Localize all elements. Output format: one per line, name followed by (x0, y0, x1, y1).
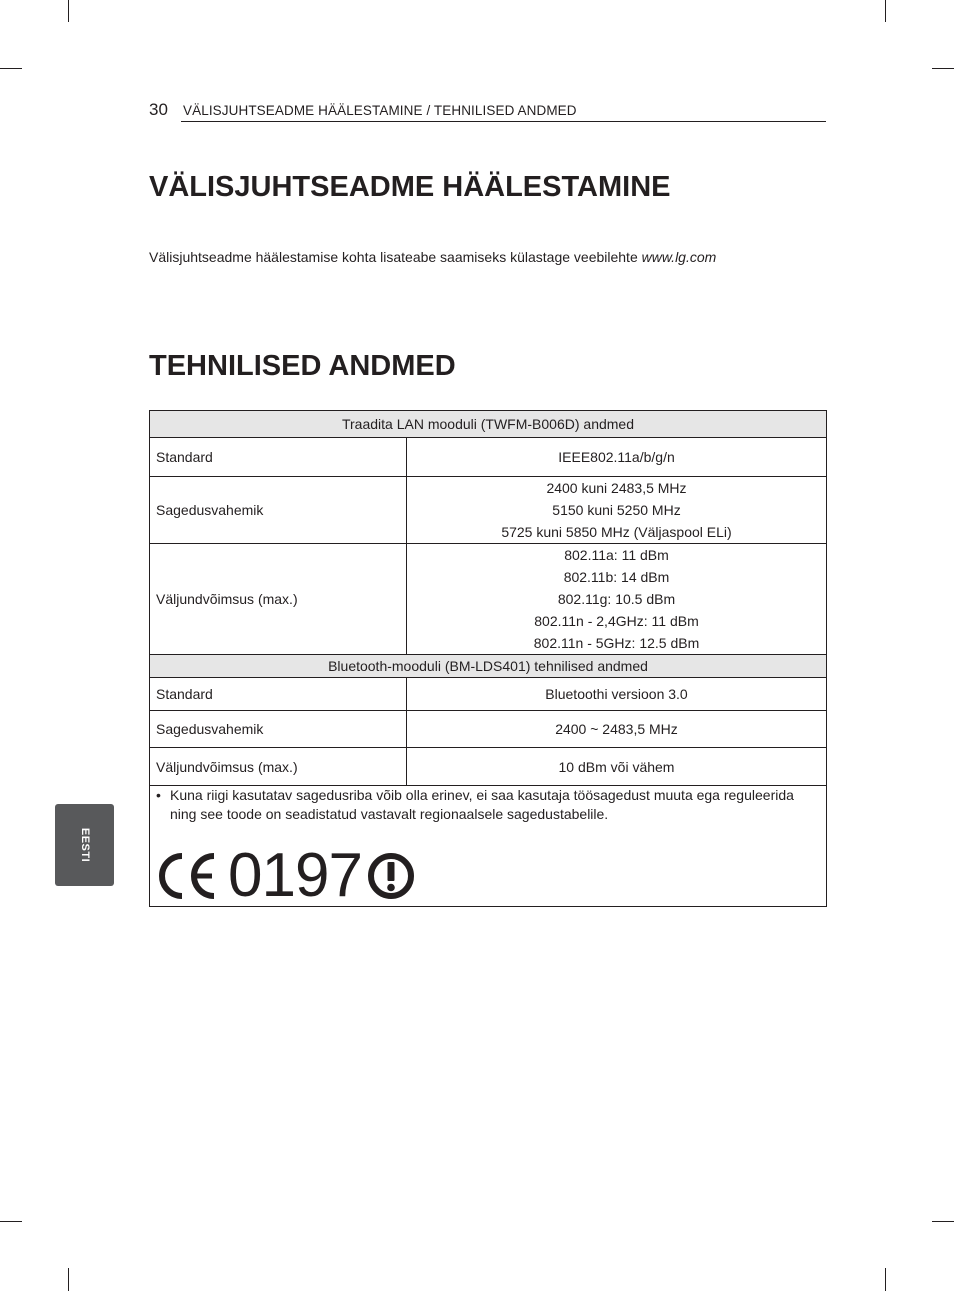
value-line: 802.11b: 14 dBm (563, 569, 670, 585)
header-rule (181, 121, 826, 122)
note-text: Kuna riigi kasutatav sagedusriba võib olla erinev, ei saa kasutaja töösagedust muuta ega reguleerida ning see toode on seadistatud vastavalt regionaalsele sagedustabelile. (170, 787, 794, 822)
page-number: 30 (149, 100, 168, 119)
crop-mark (0, 1221, 22, 1222)
table-row (150, 477, 827, 544)
crop-mark (885, 0, 886, 22)
crop-mark (885, 1268, 886, 1291)
language-side-tab (55, 804, 114, 886)
section-title-specs: TEHNILISED ANDMED (149, 350, 456, 382)
crop-mark (932, 1221, 954, 1222)
value-line: 2400 kuni 2483,5 MHz (546, 480, 687, 496)
certification-marks (156, 841, 820, 910)
note-bullet (156, 786, 820, 824)
row-label: Väljundvõimsus (max.) (150, 544, 407, 655)
value-line: 802.11g: 10.5 dBm (557, 591, 676, 607)
row-value (407, 438, 827, 477)
table-row (150, 711, 827, 748)
row-value (407, 678, 827, 711)
website-link[interactable]: www.lg.com (641, 249, 717, 265)
bullet-icon: • (156, 787, 161, 803)
row-label: Standard (150, 678, 407, 711)
crop-mark (0, 68, 22, 69)
alert-exclamation-icon (366, 851, 416, 901)
value-line: IEEE802.11a/b/g/n (558, 449, 675, 465)
table-row (150, 438, 827, 477)
row-value (407, 544, 827, 655)
crop-mark (68, 0, 69, 22)
bluetooth-module-header: Bluetooth-mooduli (BM-LDS401) tehnilised andmed (150, 655, 827, 678)
value-line: Bluetoothi versioon 3.0 (545, 686, 688, 702)
note-cell (150, 786, 827, 910)
language-tab-label: EESTI (78, 827, 91, 863)
row-label: Sagedusvahemik (150, 711, 407, 748)
intro-text: Välisjuhtseadme häälestamise kohta lisateabe saamiseks külastage veebilehte (149, 249, 642, 265)
table-section-header-row (150, 411, 827, 438)
table-row (150, 544, 827, 655)
row-label: Standard (150, 438, 407, 477)
section-title-setup: VÄLISJUHTSEADME HÄÄLESTAMINE (149, 171, 671, 203)
ce-mark-icon (156, 852, 218, 900)
value-line: 802.11a: 11 dBm (564, 547, 669, 563)
value-line: 802.11n - 5GHz: 12.5 dBm (533, 635, 700, 651)
crop-mark (68, 1268, 69, 1291)
row-value (407, 477, 827, 544)
specifications-table (149, 410, 827, 910)
value-line: 10 dBm või vähem (558, 758, 675, 775)
table-note-row (150, 786, 827, 907)
value-line: 5725 kuni 5850 MHz (Väljaspool ELi) (501, 524, 732, 540)
lan-module-header: Traadita LAN mooduli (TWFM-B006D) andmed (150, 411, 827, 438)
notified-body-number: 0197 (228, 841, 362, 910)
row-value (407, 711, 827, 748)
intro-paragraph (149, 249, 716, 265)
row-label: Sagedusvahemik (150, 477, 407, 544)
running-header-title: VÄLISJUHTSEADME HÄÄLESTAMINE / TEHNILISED ANDMED (183, 103, 577, 118)
crop-mark (932, 68, 954, 69)
row-value (407, 748, 827, 786)
row-label: Väljundvõimsus (max.) (150, 748, 407, 786)
value-line: 802.11n - 2,4GHz: 11 dBm (534, 613, 699, 629)
table-row (150, 748, 827, 786)
table-section-header-row (150, 655, 827, 678)
value-line: 5150 kuni 5250 MHz (552, 502, 681, 518)
value-line: 2400 ~ 2483,5 MHz (555, 721, 678, 737)
table-row (150, 678, 827, 711)
